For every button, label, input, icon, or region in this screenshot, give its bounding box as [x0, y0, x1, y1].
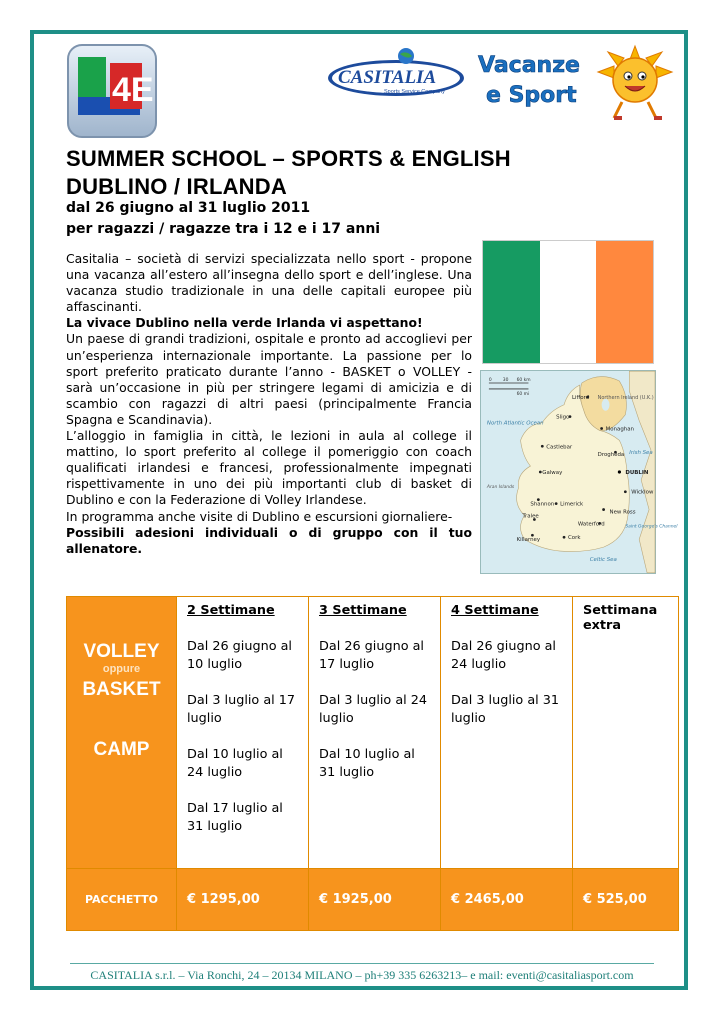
- map-scale-60km: 60 km: [516, 378, 531, 384]
- map-city-3: Castlebar: [546, 444, 573, 451]
- sport-column: [67, 597, 177, 869]
- c4e-logo: [66, 43, 158, 139]
- subtitle-dates: dal 26 giugno al 31 luglio 2011: [66, 200, 311, 216]
- period-item: Dal 26 giugno al 10 luglio: [187, 639, 292, 672]
- map-scale-60mi: 60 mi: [516, 391, 530, 397]
- price-3-weeks: € 1925,00: [309, 869, 441, 931]
- price-4-weeks: € 2465,00: [441, 869, 573, 931]
- casitalia-logo-text: CASITALIA: [338, 67, 437, 88]
- irish-flag: [482, 240, 654, 364]
- period-item: Dal 3 luglio al 31 luglio: [451, 693, 560, 726]
- map-city-0: Lifford: [571, 394, 590, 401]
- casitalia-logo: [326, 46, 472, 102]
- footer-contact: CASITALIA s.r.l. – Via Ronchi, 24 – 20134 MILANO – ph+39 335 6263213– e mail: eventi@casitaliasport.com: [90, 968, 634, 982]
- body-paragraph-5: In programma anche visite di Dublino e escursioni giornaliere-: [66, 508, 453, 524]
- casitalia-logo-sub: Sports Service Company: [384, 89, 445, 95]
- price-2-weeks: € 1295,00: [177, 869, 309, 931]
- pacchetto-label: PACCHETTO: [67, 869, 177, 931]
- col-head-2-weeks: 2 Settimane: [187, 603, 275, 618]
- subtitle-ages: per ragazzi / ragazze tra i 12 e i 17 anni: [66, 221, 381, 237]
- footer-divider: [70, 963, 654, 964]
- col-4-weeks: [441, 597, 573, 869]
- title-line1: SUMMER SCHOOL – SPORTS & ENGLISH: [66, 146, 511, 171]
- map-scale-0: 0: [488, 378, 492, 384]
- vacanze-line1: Vacanze: [478, 53, 580, 78]
- map-label-st-georges: Saint George's Channel: [625, 524, 678, 530]
- col-3-weeks: [309, 597, 441, 869]
- period-item: Dal 3 luglio al 17 luglio: [187, 693, 296, 726]
- map-scale-30: 30: [502, 378, 509, 384]
- map-city-12: Waterford: [577, 521, 605, 528]
- body-paragraph-1: Casitalia – società di servizi specializzata nello sport - propone una vacanza all’estero all’insegna dello sport e dell’inglese. Una vacanza studio tradizionale in una delle capitali europee più affascinanti.: [66, 251, 472, 315]
- period-item: Dal 26 giugno al 24 luglio: [451, 639, 556, 672]
- map-city-11: New Ross: [609, 509, 636, 516]
- map-label-aran: Aran Islands: [486, 484, 515, 490]
- map-city-13: Killarney: [516, 537, 541, 544]
- side-oppure: oppure: [102, 663, 141, 675]
- flag-white-band: [540, 241, 597, 363]
- map-city-14: Cork: [568, 535, 581, 542]
- map-city-7: Shannon: [530, 501, 555, 508]
- flag-green-band: [483, 241, 540, 363]
- ireland-map: [480, 370, 678, 574]
- map-label-celtic-sea: Celtic Sea: [589, 556, 617, 563]
- map-city-8: Limerick: [560, 501, 584, 508]
- col-extra-week: [573, 597, 679, 869]
- map-city-1: Sligo: [556, 414, 570, 421]
- body-paragraph-2: La vivace Dublino nella verde Irlanda vi aspettano!: [66, 315, 423, 331]
- period-item: Dal 10 luglio al 31 luglio: [319, 747, 415, 780]
- map-city-2: Monaghan: [605, 426, 634, 433]
- sun-mascot-icon: [592, 44, 678, 122]
- period-item: Dal 10 luglio al 24 luglio: [187, 747, 283, 780]
- map-city-4: Drogheda: [597, 452, 625, 459]
- map-label-irish-sea: Irish Sea: [629, 450, 653, 457]
- period-item: Dal 3 luglio al 24 luglio: [319, 693, 428, 726]
- body-paragraph-4: L’alloggio in famiglia in città, le lezioni in aula al college il mattino, lo sport preferito al college il pomeriggio con coach qualificati irlandesi e francesi, professionalmente impegnati rispettivamente in uno dei più importanti club di basket di Dublino e con la Federazione di Volley Irlandese.: [66, 428, 472, 508]
- title-line2: DUBLINO / IRLANDA: [66, 174, 287, 199]
- c4e-logo-text: 4E: [112, 71, 154, 109]
- map-city-9: Wicklow: [631, 489, 654, 496]
- side-volley: VOLLEY: [83, 641, 160, 662]
- period-item: Dal 17 luglio al 31 luglio: [187, 801, 283, 834]
- side-basket: BASKET: [82, 679, 161, 700]
- col-head-3-weeks: 3 Settimane: [319, 603, 407, 618]
- body-paragraph-6: Possibili adesioni individuali o di gruppo con il tuo allenatore.: [66, 524, 472, 556]
- map-label-northern-ireland: Northern Ireland (U.K.): [597, 394, 654, 401]
- map-label-north-atlantic: North Atlantic Ocean: [486, 420, 544, 427]
- pricing-table: [66, 596, 679, 931]
- map-city-5: Galway: [542, 469, 563, 476]
- period-item: Dal 26 giugno al 17 luglio: [319, 639, 424, 672]
- col-head-4-weeks: 4 Settimane: [451, 603, 539, 618]
- col-head-extra: Settimana extra: [583, 603, 658, 633]
- vacanze-sport-logo: [472, 44, 592, 110]
- map-city-10: Tralee: [522, 513, 539, 520]
- price-extra-week: € 525,00: [573, 869, 679, 931]
- flag-orange-band: [596, 241, 653, 363]
- vacanze-line2: e Sport: [486, 83, 577, 108]
- body-paragraph-3: Un paese di grandi tradizioni, ospitale e pronto ad accoglievi per un’esperienza internazionale importante. La passione per lo sport preferito praticato durante l’anno - BASKET o VOLLEY - sarà un’occasione in più per stringere legami di amicizia e di scambio con ragazzi di altri paesi (principalmente Francia Spagna e Scandinavia).: [66, 331, 472, 427]
- side-camp: CAMP: [93, 739, 150, 760]
- body-text: [66, 251, 472, 557]
- col-2-weeks: [177, 597, 309, 869]
- map-city-6: DUBLIN: [625, 469, 649, 476]
